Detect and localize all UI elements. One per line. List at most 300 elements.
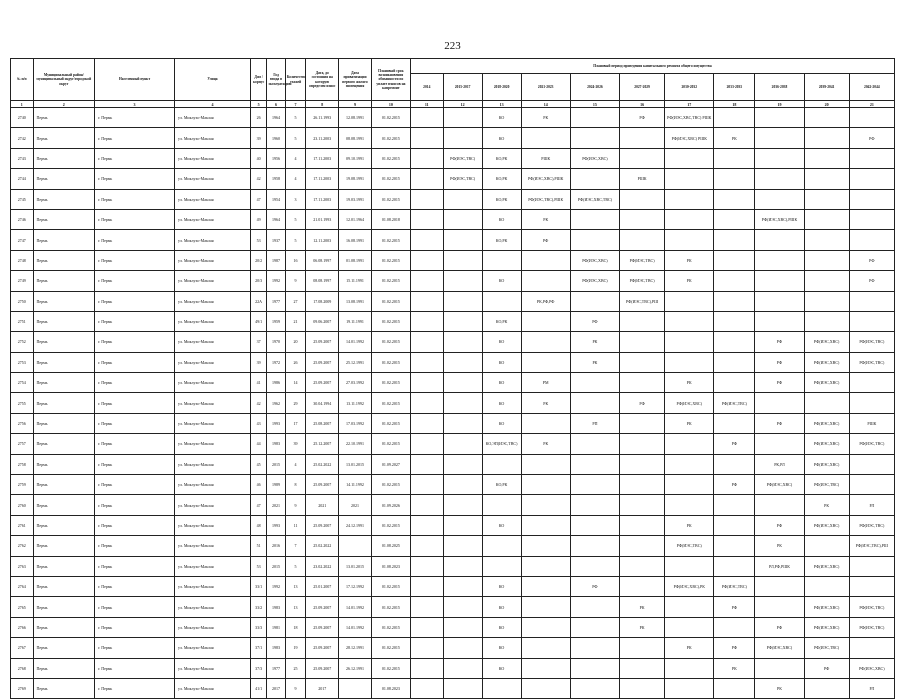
- cell-period-9: [804, 271, 849, 291]
- column-number: 10: [371, 101, 410, 108]
- cell-date-b: 19.11.1991: [339, 311, 372, 331]
- cell-street: ул. Миклухо-Маклая: [175, 638, 251, 658]
- cell-num: 2766: [11, 617, 34, 637]
- cell-floors: 16: [285, 250, 306, 270]
- cell-period-4: [570, 658, 619, 678]
- cell-period-3: РК,РФ,РФ: [521, 291, 570, 311]
- cell-period-8: РФ: [755, 352, 804, 372]
- cell-period-5: РФ(ИЭС,ТВС): [620, 250, 665, 270]
- cell-period-5: [620, 454, 665, 474]
- header-planned: Плановый срок возникновения обязанности по уплате взносов на капремонт: [371, 59, 410, 101]
- cell-num: 2754: [11, 373, 34, 393]
- cell-settlement: г. Пермь: [95, 556, 175, 576]
- cell-period-9: [804, 148, 849, 168]
- cell-year: 1987: [267, 250, 285, 270]
- cell-period-5: [620, 189, 665, 209]
- table-row: [11, 393, 895, 413]
- cell-period-10: [849, 148, 894, 168]
- cell-period-0: [410, 169, 443, 189]
- cell-district: Пермь: [33, 576, 95, 596]
- cell-date-b: 24.12.1991: [339, 515, 372, 535]
- cell-period-7: [714, 413, 755, 433]
- cell-district: Пермь: [33, 148, 95, 168]
- cell-period-7: [714, 250, 755, 270]
- cell-street: ул. Миклухо-Маклая: [175, 495, 251, 515]
- cell-period-3: [521, 332, 570, 352]
- cell-period-8: РЛ,РФ,РШК: [755, 556, 804, 576]
- cell-floors: 9: [285, 678, 306, 698]
- cell-planned: 01.02.2015: [371, 189, 410, 209]
- cell-year: 2015: [267, 454, 285, 474]
- cell-period-7: [714, 108, 755, 128]
- cell-date-a: 25.09.2007: [306, 475, 339, 495]
- cell-date-a: 26.11.1993: [306, 108, 339, 128]
- cell-period-1: [443, 108, 482, 128]
- cell-period-6: [665, 230, 714, 250]
- cell-year: 1977: [267, 291, 285, 311]
- cell-date-b: 09.10.1991: [339, 148, 372, 168]
- cell-period-6: [665, 209, 714, 229]
- cell-period-4: [570, 230, 619, 250]
- cell-year: 2017: [267, 678, 285, 698]
- cell-period-3: РФ: [521, 230, 570, 250]
- cell-street: ул. Миклухо-Маклая: [175, 536, 251, 556]
- cell-planned: 01.02.2015: [371, 332, 410, 352]
- header-period: 2015-2017: [443, 74, 482, 101]
- cell-period-6: [665, 617, 714, 637]
- cell-settlement: г. Пермь: [95, 108, 175, 128]
- cell-period-5: [620, 638, 665, 658]
- cell-period-0: [410, 230, 443, 250]
- cell-house: 37/3: [250, 658, 266, 678]
- cell-house: 49/1: [250, 311, 266, 331]
- cell-house: 42: [250, 393, 266, 413]
- cell-period-2: [482, 250, 521, 270]
- cell-period-9: [804, 189, 849, 209]
- cell-date-a: 25.09.2007: [306, 373, 339, 393]
- cell-period-7: РК: [714, 128, 755, 148]
- cell-period-2: КО: [482, 332, 521, 352]
- cell-floors: 21: [285, 311, 306, 331]
- header-period: 2030-2032: [665, 74, 714, 101]
- cell-year: 1989: [267, 475, 285, 495]
- cell-floors: 39: [285, 434, 306, 454]
- cell-floors: 5: [285, 108, 306, 128]
- cell-period-7: [714, 373, 755, 393]
- cell-district: Пермь: [33, 434, 95, 454]
- cell-period-8: [755, 291, 804, 311]
- cell-planned: 01.02.2015: [371, 597, 410, 617]
- cell-date-a: 25.08.2007: [306, 413, 339, 433]
- table-row: [11, 250, 895, 270]
- cell-period-6: [665, 454, 714, 474]
- cell-date-b: 14.01.1992: [339, 597, 372, 617]
- cell-date-a: 08.08.1997: [306, 271, 339, 291]
- cell-period-5: РФ: [620, 393, 665, 413]
- cell-planned: 01.09.2027: [371, 454, 410, 474]
- header-num: № п/п: [11, 59, 34, 101]
- cell-street: ул. Миклухо-Маклая: [175, 230, 251, 250]
- cell-period-4: [570, 434, 619, 454]
- cell-period-0: [410, 108, 443, 128]
- cell-num: 2768: [11, 658, 34, 678]
- cell-period-4: [570, 291, 619, 311]
- header-street: Улица: [175, 59, 251, 101]
- cell-period-1: РФ(ИЭС,ТВС): [443, 148, 482, 168]
- table-row: [11, 352, 895, 372]
- column-number: 14: [521, 101, 570, 108]
- cell-period-2: КО,РК: [482, 169, 521, 189]
- cell-district: Пермь: [33, 393, 95, 413]
- cell-period-5: [620, 352, 665, 372]
- cell-period-4: РФ: [570, 576, 619, 596]
- column-number: 2: [33, 101, 95, 108]
- cell-period-3: [521, 638, 570, 658]
- cell-house: 22А: [250, 291, 266, 311]
- cell-period-4: [570, 108, 619, 128]
- table-row: [11, 617, 895, 637]
- cell-period-8: РФ: [755, 373, 804, 393]
- cell-settlement: г. Пермь: [95, 209, 175, 229]
- cell-period-3: РФ(ИЭС,ТВС),РШК: [521, 189, 570, 209]
- cell-district: Пермь: [33, 454, 95, 474]
- cell-period-4: [570, 209, 619, 229]
- cell-period-3: [521, 454, 570, 474]
- cell-date-a: 09.06.2007: [306, 311, 339, 331]
- cell-period-2: КО,РК: [482, 148, 521, 168]
- cell-settlement: г. Пермь: [95, 678, 175, 698]
- cell-period-4: [570, 597, 619, 617]
- cell-period-8: [755, 597, 804, 617]
- cell-period-7: РФ: [714, 475, 755, 495]
- cell-period-5: [620, 556, 665, 576]
- cell-period-9: РФ(ИЭС,ХВС): [804, 515, 849, 535]
- cell-period-8: [755, 189, 804, 209]
- cell-period-0: [410, 597, 443, 617]
- table-row: [11, 475, 895, 495]
- cell-district: Пермь: [33, 495, 95, 515]
- cell-period-2: КО: [482, 393, 521, 413]
- cell-date-a: 23.02.2022: [306, 556, 339, 576]
- cell-street: ул. Миклухо-Маклая: [175, 311, 251, 331]
- cell-period-1: [443, 597, 482, 617]
- cell-date-a: 2021: [306, 495, 339, 515]
- cell-period-8: [755, 393, 804, 413]
- cell-street: ул. Миклухо-Маклая: [175, 291, 251, 311]
- cell-period-4: РК: [570, 352, 619, 372]
- cell-period-10: РФ(ИЭС,ТВС): [849, 434, 894, 454]
- cell-date-b: [339, 678, 372, 698]
- cell-street: ул. Миклухо-Маклая: [175, 148, 251, 168]
- cell-district: Пермь: [33, 230, 95, 250]
- cell-period-2: [482, 454, 521, 474]
- cell-period-7: [714, 352, 755, 372]
- cell-settlement: г. Пермь: [95, 189, 175, 209]
- table-row: [11, 332, 895, 352]
- cell-house: 40: [250, 148, 266, 168]
- cell-period-1: РФ(ИЭС,ТВС): [443, 169, 482, 189]
- cell-floors: 27: [285, 291, 306, 311]
- cell-district: Пермь: [33, 556, 95, 576]
- column-number: 4: [175, 101, 251, 108]
- cell-date-a: 30.04.1994: [306, 393, 339, 413]
- header-period: 2039-2041: [804, 74, 849, 101]
- cell-planned: 01.02.2015: [371, 658, 410, 678]
- cell-house: 41: [250, 373, 266, 393]
- cell-street: ул. Миклухо-Маклая: [175, 169, 251, 189]
- cell-street: ул. Миклухо-Маклая: [175, 373, 251, 393]
- column-number: 18: [714, 101, 755, 108]
- cell-period-7: [714, 271, 755, 291]
- table-row: [11, 434, 895, 454]
- cell-date-b: [339, 536, 372, 556]
- cell-date-a: 25.02.2022: [306, 536, 339, 556]
- cell-period-6: [665, 678, 714, 698]
- cell-date-b: 14.11.1992: [339, 475, 372, 495]
- cell-settlement: г. Пермь: [95, 393, 175, 413]
- cell-settlement: г. Пермь: [95, 515, 175, 535]
- cell-date-a: 25.01.2007: [306, 576, 339, 596]
- cell-num: 2765: [11, 597, 34, 617]
- cell-floors: 14: [285, 373, 306, 393]
- cell-year: 2021: [267, 495, 285, 515]
- column-number: 13: [482, 101, 521, 108]
- cell-period-3: [521, 617, 570, 637]
- cell-period-3: [521, 250, 570, 270]
- cell-year: 1981: [267, 617, 285, 637]
- cell-date-b: 19.08.1991: [339, 169, 372, 189]
- cell-settlement: г. Пермь: [95, 250, 175, 270]
- cell-settlement: г. Пермь: [95, 148, 175, 168]
- table-row: [11, 495, 895, 515]
- cell-period-1: [443, 393, 482, 413]
- cell-period-8: [755, 576, 804, 596]
- cell-floors: 11: [285, 515, 306, 535]
- cell-house: 33/3: [250, 617, 266, 637]
- cell-floors: 4: [285, 454, 306, 474]
- cell-period-4: [570, 678, 619, 698]
- cell-year: 1970: [267, 332, 285, 352]
- cell-period-0: [410, 271, 443, 291]
- cell-street: ул. Миклухо-Маклая: [175, 352, 251, 372]
- cell-period-6: РФ(ИЭС,ХВС),РК: [665, 576, 714, 596]
- cell-num: 2759: [11, 475, 34, 495]
- cell-date-a: 12.11.2003: [306, 230, 339, 250]
- cell-year: 1959: [267, 311, 285, 331]
- cell-house: 33/2: [250, 597, 266, 617]
- cell-settlement: г. Пермь: [95, 638, 175, 658]
- table-row: [11, 230, 895, 250]
- cell-planned: 01.02.2015: [371, 515, 410, 535]
- cell-period-4: [570, 536, 619, 556]
- cell-period-1: [443, 434, 482, 454]
- cell-period-10: РЛ: [849, 495, 894, 515]
- cell-floors: 4: [285, 148, 306, 168]
- cell-period-1: [443, 515, 482, 535]
- cell-year: 2016: [267, 536, 285, 556]
- cell-num: 2767: [11, 638, 34, 658]
- cell-period-0: [410, 536, 443, 556]
- cell-house: 39: [250, 352, 266, 372]
- cell-date-b: 01.08.1991: [339, 250, 372, 270]
- cell-house: 53: [250, 230, 266, 250]
- cell-date-b: 12.08.1991: [339, 108, 372, 128]
- cell-district: Пермь: [33, 128, 95, 148]
- cell-period-6: [665, 658, 714, 678]
- cell-period-0: [410, 434, 443, 454]
- cell-period-7: РФ: [714, 434, 755, 454]
- cell-period-4: [570, 128, 619, 148]
- cell-period-6: [665, 189, 714, 209]
- cell-floors: 26: [285, 352, 306, 372]
- table-row: [11, 108, 895, 128]
- cell-settlement: г. Пермь: [95, 128, 175, 148]
- cell-year: 1977: [267, 658, 285, 678]
- cell-period-2: КО: [482, 597, 521, 617]
- cell-house: 43: [250, 413, 266, 433]
- table-row: [11, 413, 895, 433]
- cell-settlement: г. Пермь: [95, 576, 175, 596]
- cell-period-2: КО: [482, 271, 521, 291]
- cell-period-10: [849, 291, 894, 311]
- cell-period-3: [521, 128, 570, 148]
- header-period: 2024-2026: [570, 74, 619, 101]
- cell-period-10: [849, 108, 894, 128]
- table-row: [11, 556, 895, 576]
- page-number: 223: [444, 40, 461, 52]
- cell-period-6: РК: [665, 638, 714, 658]
- cell-period-10: РФ(ИЭС,ТВС): [849, 515, 894, 535]
- cell-period-6: РФ(ИЭС,ХВС): [665, 393, 714, 413]
- cell-period-7: [714, 332, 755, 352]
- cell-period-0: [410, 209, 443, 229]
- cell-period-6: [665, 352, 714, 372]
- cell-period-4: [570, 393, 619, 413]
- cell-period-4: [570, 495, 619, 515]
- cell-year: 1960: [267, 128, 285, 148]
- cell-period-7: [714, 291, 755, 311]
- cell-period-10: РФ(ИЭС,ХВС): [849, 658, 894, 678]
- cell-period-5: [620, 495, 665, 515]
- cell-settlement: г. Пермь: [95, 617, 175, 637]
- cell-num: 2750: [11, 291, 34, 311]
- cell-planned: 01.08.2023: [371, 678, 410, 698]
- cell-period-9: РФ(ИЭС,ХВС): [804, 454, 849, 474]
- cell-period-1: [443, 413, 482, 433]
- cell-period-1: [443, 209, 482, 229]
- cell-period-4: [570, 475, 619, 495]
- cell-period-7: [714, 536, 755, 556]
- cell-period-5: [620, 148, 665, 168]
- cell-house: 49: [250, 209, 266, 229]
- cell-district: Пермь: [33, 291, 95, 311]
- cell-period-10: РЛ: [849, 678, 894, 698]
- cell-period-7: [714, 515, 755, 535]
- cell-house: 53: [250, 556, 266, 576]
- cell-date-b: 25.12.1991: [339, 352, 372, 372]
- column-number: 12: [443, 101, 482, 108]
- cell-period-8: [755, 250, 804, 270]
- cell-district: Пермь: [33, 108, 95, 128]
- cell-year: 1937: [267, 230, 285, 250]
- cell-period-9: РФ(ИЭС,ХВС): [804, 413, 849, 433]
- cell-period-3: [521, 515, 570, 535]
- cell-period-10: [849, 576, 894, 596]
- cell-year: 1993: [267, 413, 285, 433]
- cell-period-9: РФ: [804, 658, 849, 678]
- cell-period-5: [620, 475, 665, 495]
- cell-period-4: [570, 169, 619, 189]
- cell-period-10: РФ: [849, 271, 894, 291]
- cell-period-0: [410, 148, 443, 168]
- cell-period-2: КО: [482, 373, 521, 393]
- cell-date-a: 25.02.2022: [306, 454, 339, 474]
- cell-period-7: [714, 556, 755, 576]
- cell-period-3: [521, 311, 570, 331]
- column-number: 1: [11, 101, 34, 108]
- cell-period-10: РФ(ИЭС,ТВС): [849, 332, 894, 352]
- cell-period-5: [620, 230, 665, 250]
- cell-house: 20/2: [250, 250, 266, 270]
- cell-period-6: [665, 332, 714, 352]
- cell-period-7: РК: [714, 658, 755, 678]
- cell-date-a: 25.09.2007: [306, 658, 339, 678]
- cell-street: ул. Миклухо-Маклая: [175, 413, 251, 433]
- table-row: [11, 454, 895, 474]
- cell-date-b: 13.08.1991: [339, 291, 372, 311]
- cell-num: 2745: [11, 189, 34, 209]
- cell-num: 2740: [11, 108, 34, 128]
- cell-street: ул. Миклухо-Маклая: [175, 515, 251, 535]
- cell-period-0: [410, 413, 443, 433]
- cell-period-9: [804, 678, 849, 698]
- cell-period-8: РФ: [755, 332, 804, 352]
- cell-house: 47: [250, 495, 266, 515]
- cell-period-4: РФ(ИЭС,ХВС,ТВС): [570, 189, 619, 209]
- table-row: [11, 311, 895, 331]
- cell-num: 2742: [11, 128, 34, 148]
- cell-planned: 01.02.2015: [371, 434, 410, 454]
- cell-floors: 18: [285, 617, 306, 637]
- cell-planned: 01.02.2015: [371, 311, 410, 331]
- cell-date-a: 25.09.2007: [306, 515, 339, 535]
- cell-period-10: [849, 393, 894, 413]
- table-row: [11, 658, 895, 678]
- cell-period-1: [443, 271, 482, 291]
- cell-period-2: КО: [482, 413, 521, 433]
- cell-district: Пермь: [33, 658, 95, 678]
- cell-planned: 01.08.2023: [371, 556, 410, 576]
- cell-period-2: [482, 678, 521, 698]
- header-period: 2027-2029: [620, 74, 665, 101]
- cell-district: Пермь: [33, 352, 95, 372]
- table-row: [11, 638, 895, 658]
- cell-period-9: РФ(ИЭС,ТВС): [804, 475, 849, 495]
- cell-num: 2743: [11, 148, 34, 168]
- cell-period-5: [620, 413, 665, 433]
- cell-period-4: [570, 556, 619, 576]
- cell-period-10: РФ(ИЭС,ТВС): [849, 617, 894, 637]
- cell-floors: 25: [285, 658, 306, 678]
- cell-period-8: РФ: [755, 515, 804, 535]
- cell-date-b: 22.10.1991: [339, 434, 372, 454]
- cell-floors: 20: [285, 332, 306, 352]
- cell-period-6: [665, 556, 714, 576]
- cell-period-10: РФ(ИЭС,ТВС),РШ: [849, 536, 894, 556]
- cell-period-8: [755, 658, 804, 678]
- cell-period-0: [410, 495, 443, 515]
- cell-floors: 13: [285, 576, 306, 596]
